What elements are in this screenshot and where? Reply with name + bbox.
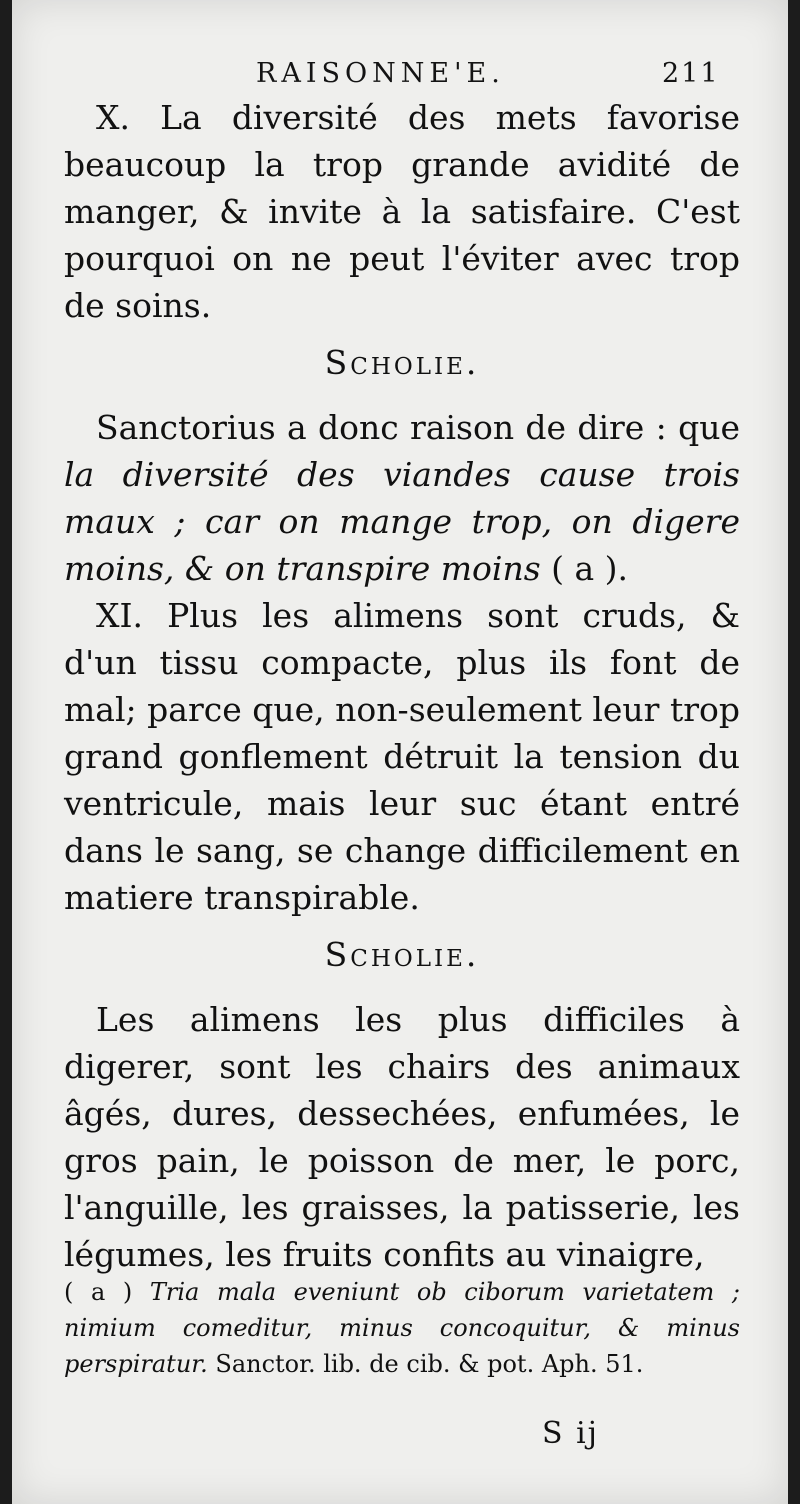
scholie-paragraph-2: Les alimens les plus difficiles à digerer, sont les chairs des animaux âgés, dures, dessechées, enfumées, le gros pain, le poisson de mer, le porc, l'anguille, les graisses, la patisserie, les légumes, les fruits confits au vinaigre, bbox=[64, 1000, 740, 1274]
book-page bbox=[12, 0, 788, 1504]
running-head: RAISONNE'E. bbox=[256, 58, 505, 89]
footnote-marker: ( a ) bbox=[64, 1278, 150, 1306]
scholie-paragraph-1 bbox=[64, 404, 740, 592]
footnote bbox=[64, 1274, 740, 1382]
body-text bbox=[64, 94, 740, 1278]
footnote-citation: Sanctor. lib. de cib. & pot. Aph. 51. bbox=[207, 1350, 644, 1378]
signature-mark: S ij bbox=[542, 1416, 599, 1451]
paragraph-xi: XI. Plus les alimens sont cruds, & d'un tissu compacte, plus ils font de mal; parce que, non-seulement leur trop grand gonflement détruit la tension du ventricule, mais leur suc étant entré dans le sang, se change difficilement en matiere transpirable. bbox=[64, 596, 740, 917]
page-header bbox=[12, 52, 788, 92]
paragraph-x: X. La diversité des mets favorise beaucoup la trop grande avidité de manger, & invite à la satisfaire. C'est pourquoi on ne peut l'éviter avec trop de soins. bbox=[64, 98, 740, 325]
footnote-latin: Tria mala eveniunt ob ciborum varietatem ; nimium comeditur, minus concoquitur, & minus perspiratur. bbox=[64, 1278, 740, 1378]
footnote-reference: ( a ). bbox=[540, 549, 629, 588]
scholie-1-intro: Sanctorius a donc raison de dire : que bbox=[96, 408, 740, 447]
scholie-heading-1: Scholie. bbox=[324, 343, 480, 382]
scholie-1-quote: la diversité des viandes cause trois maux ; car on mange trop, on digere moins, & on transpire moins bbox=[64, 455, 740, 588]
scholie-heading-2: Scholie. bbox=[324, 935, 480, 974]
page-number: 211 bbox=[662, 58, 720, 89]
